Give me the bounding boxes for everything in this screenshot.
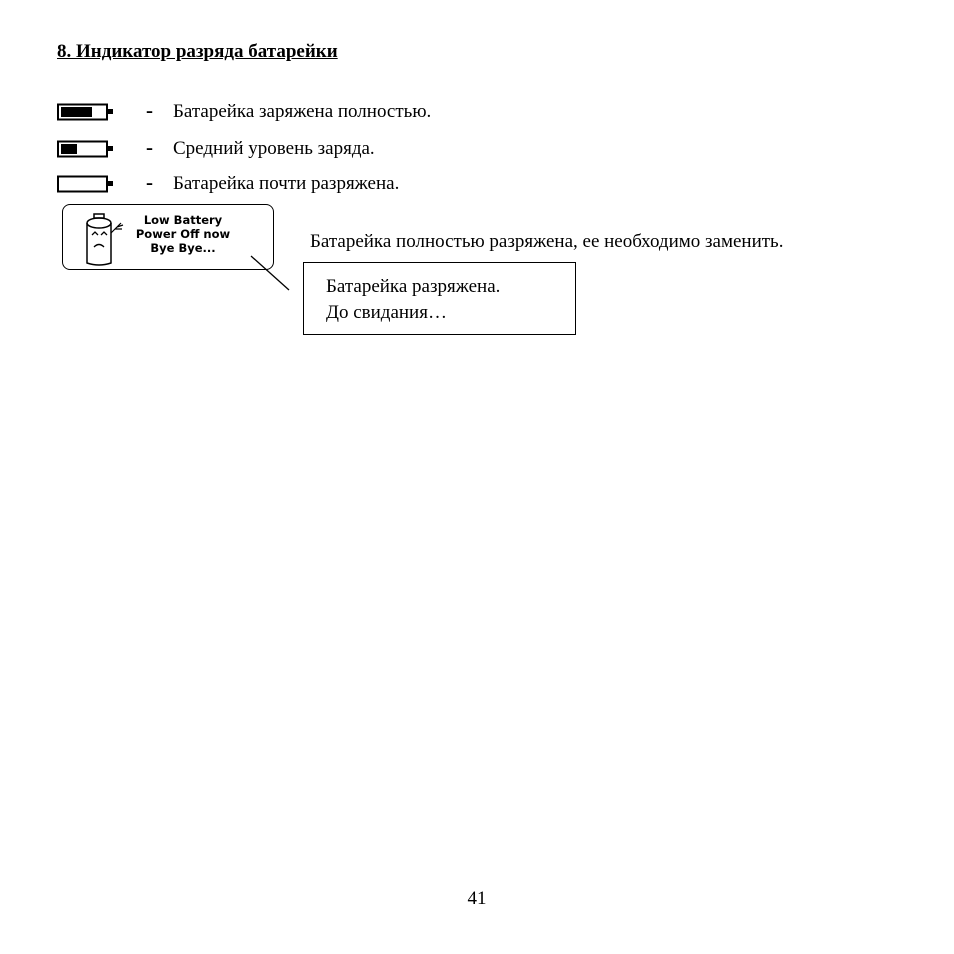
battery-full-icon <box>57 103 117 121</box>
battery-full-label: Батарейка заряжена полностью. <box>173 101 432 122</box>
battery-depleted-description: Батарейка полностью разряжена, ее необходимо заменить. <box>310 231 784 252</box>
callout-pointer-line <box>249 254 291 292</box>
battery-full-row <box>57 98 577 123</box>
sad-battery-icon <box>85 211 125 267</box>
battery-empty-icon <box>57 175 117 193</box>
lcd-line: Power Off now <box>135 227 231 241</box>
battery-medium-icon <box>57 140 117 158</box>
list-dash: - <box>146 170 153 194</box>
translation-box <box>303 262 576 335</box>
translation-line: Батарейка разряжена. <box>326 276 501 297</box>
list-dash: - <box>146 135 153 159</box>
battery-medium-label: Средний уровень заряда. <box>173 138 375 159</box>
list-dash: - <box>146 98 153 122</box>
lcd-line: Bye Bye... <box>150 241 216 255</box>
battery-medium-row <box>57 135 577 160</box>
lcd-message <box>123 213 243 255</box>
lcd-line: Low Battery <box>143 213 223 227</box>
translation-line: До свидания… <box>326 302 447 323</box>
lcd-screen <box>62 204 274 270</box>
battery-empty-row <box>57 170 577 195</box>
page-number: 41 <box>467 888 487 909</box>
battery-empty-label: Батарейка почти разряжена. <box>173 173 400 194</box>
section-heading: 8. Индикатор разряда батарейки <box>57 41 338 62</box>
